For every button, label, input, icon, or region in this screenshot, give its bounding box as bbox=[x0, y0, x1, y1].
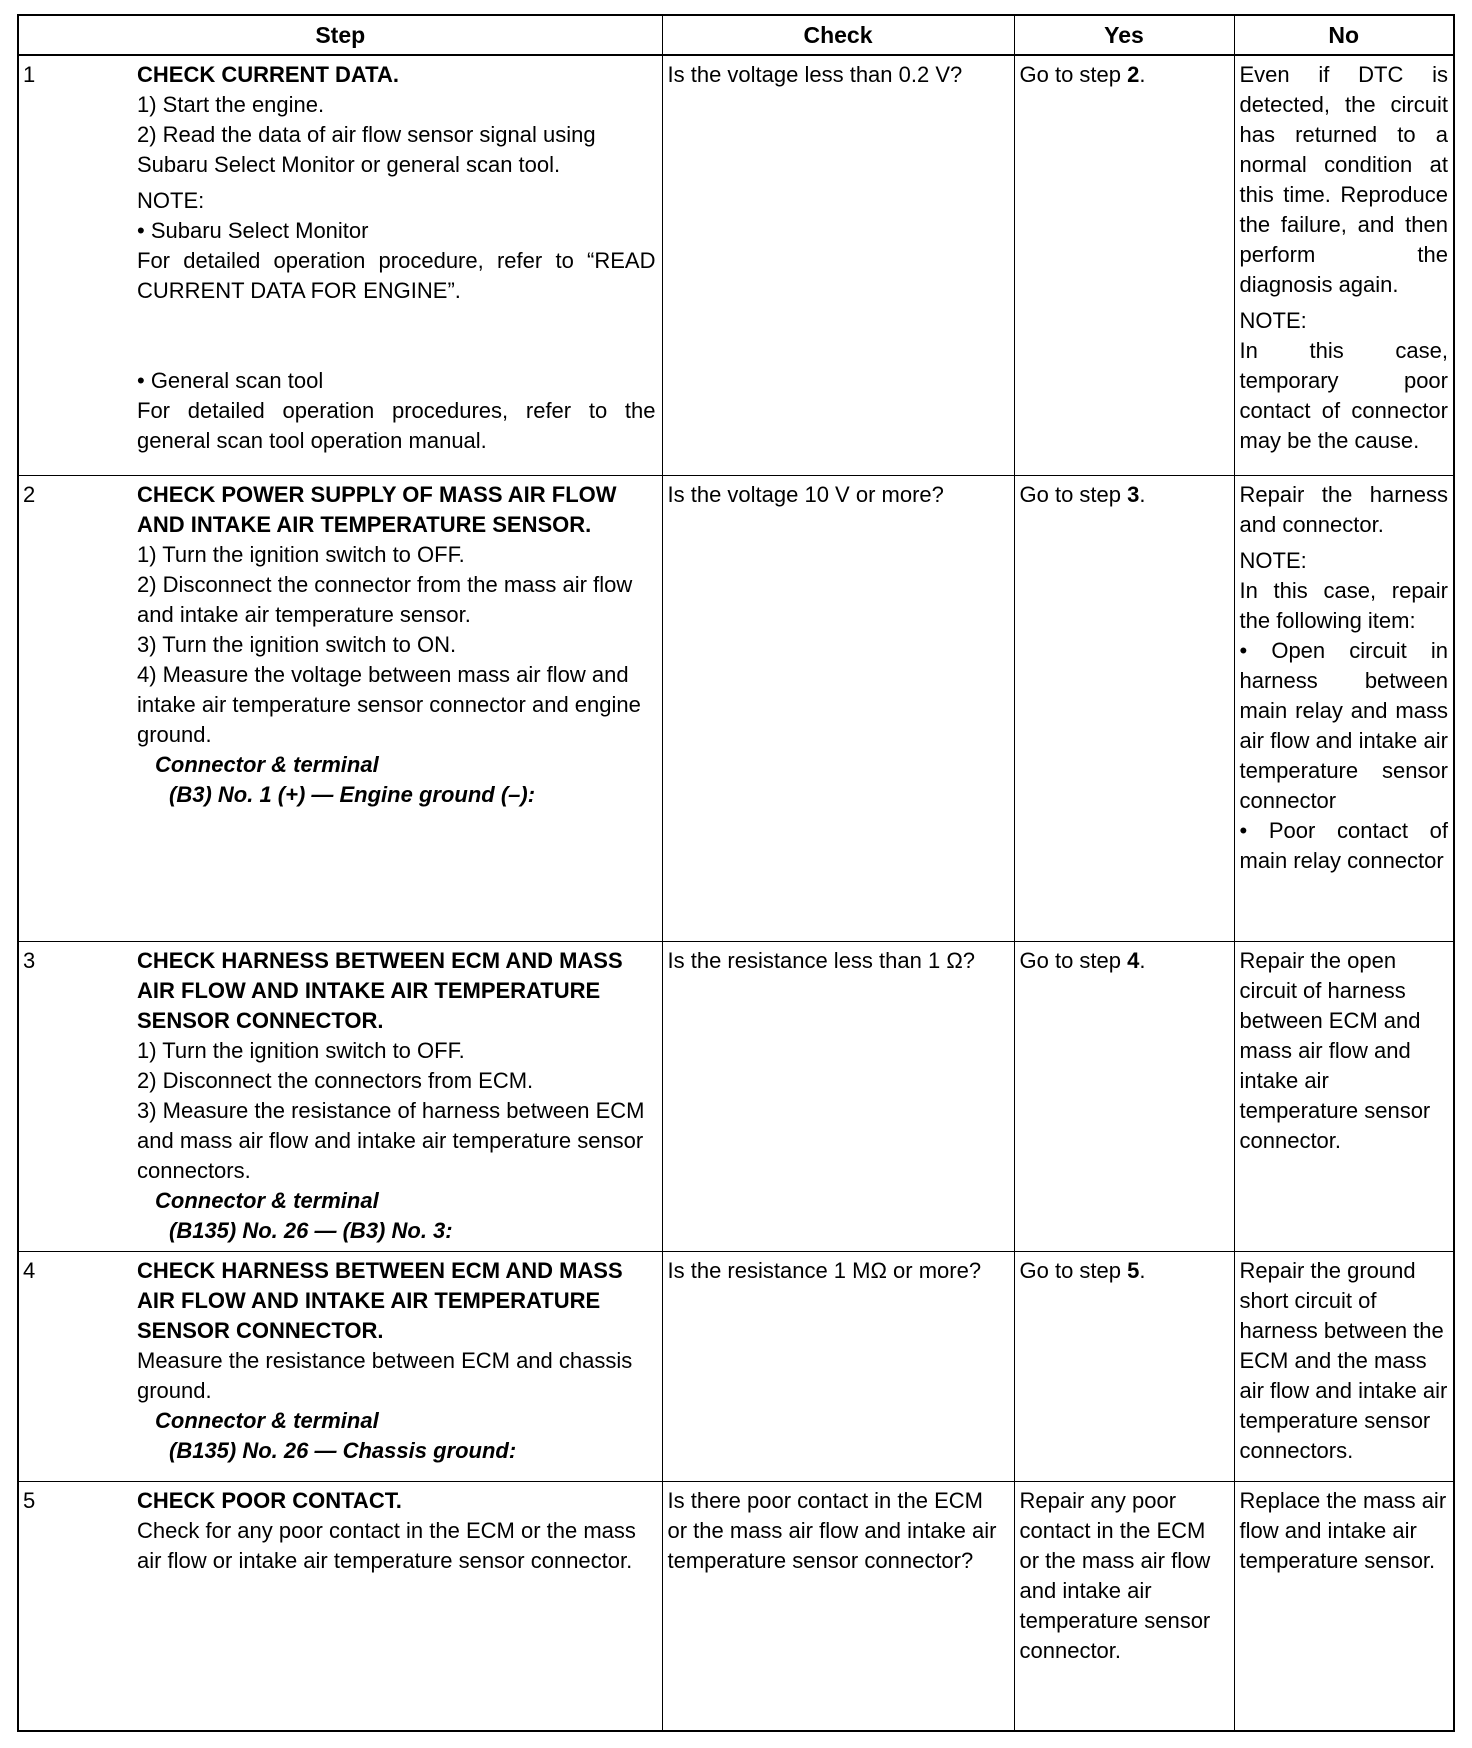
step-number: 3 bbox=[23, 947, 36, 973]
yes-cell bbox=[1014, 475, 1234, 941]
step-cell bbox=[18, 55, 662, 475]
no-cell bbox=[1234, 55, 1454, 475]
step-title: CHECK POOR CONTACT. bbox=[137, 1487, 402, 1513]
no-bullet: • Poor contact of main relay connector bbox=[1239, 817, 1448, 873]
step-number: 4 bbox=[23, 1257, 36, 1283]
no-bullet: • Open circuit in harness between main relay and mass air flow and intake air temperature sensor connector bbox=[1239, 637, 1448, 813]
step-cell bbox=[18, 475, 662, 941]
step-cell bbox=[18, 1251, 662, 1481]
step-line: 4) Measure the voltage between mass air flow and intake air temperature sensor connector and engine ground. bbox=[137, 661, 641, 747]
yes-cell: Repair any poor contact in the ECM or the mass air flow and intake air temperature sensor connector. bbox=[1014, 1481, 1234, 1731]
step-line: 1) Start the engine. bbox=[137, 92, 325, 117]
step-cell bbox=[18, 1481, 662, 1731]
yes-suffix: . bbox=[1139, 62, 1146, 87]
step-number: 1 bbox=[23, 62, 36, 87]
bullet-label: • Subaru Select Monitor bbox=[137, 218, 369, 243]
yes-cell bbox=[1014, 1251, 1234, 1481]
check-cell: Is the voltage 10 V or more? bbox=[662, 475, 1014, 941]
no-cell bbox=[1234, 941, 1454, 1251]
yes-step-link: 5 bbox=[1127, 1257, 1140, 1283]
table-row bbox=[18, 941, 1454, 1251]
no-cell bbox=[1234, 475, 1454, 941]
no-note: In this case, temporary poor contact of connector may be the cause. bbox=[1239, 338, 1448, 453]
no-main: Replace the mass air flow and intake air temperature sensor. bbox=[1239, 1487, 1447, 1573]
bullet-label: • General scan tool bbox=[137, 368, 324, 393]
header-yes: Yes bbox=[1014, 15, 1234, 55]
step-line: 3) Measure the resistance of harness between ECM and mass air flow and intake air temperature sensor connectors. bbox=[137, 1097, 645, 1183]
connector-terminal-value: (B3) No. 1 (+) — Engine ground (–): bbox=[169, 781, 536, 807]
yes-step-link: 4 bbox=[1127, 947, 1140, 973]
connector-terminal-label: Connector & terminal bbox=[155, 1407, 379, 1433]
check-cell: Is the resistance less than 1 Ω? bbox=[662, 941, 1014, 1251]
step-title: CHECK HARNESS BETWEEN ECM AND MASS AIR FLOW AND INTAKE AIR TEMPERATURE SENSOR CONNECTOR. bbox=[137, 1257, 623, 1343]
check-cell: Is the resistance 1 MΩ or more? bbox=[662, 1251, 1014, 1481]
yes-prefix: Go to step bbox=[1019, 62, 1128, 87]
no-main: Even if DTC is detected, the circuit has returned to a normal condition at this time. Reproduce the failure, and then perform the diagnosis again. bbox=[1239, 62, 1448, 297]
no-cell bbox=[1234, 1251, 1454, 1481]
step-line: Check for any poor contact in the ECM or the mass air flow or intake air temperature sensor connector. bbox=[137, 1517, 636, 1573]
no-main: Repair the open circuit of harness between ECM and mass air flow and intake air temperature sensor connector. bbox=[1239, 947, 1431, 1153]
step-line: 3) Turn the ignition switch to ON. bbox=[137, 631, 457, 657]
yes-suffix: . bbox=[1139, 481, 1146, 507]
yes-step-link: 2 bbox=[1127, 62, 1140, 87]
check-cell: Is there poor contact in the ECM or the mass air flow and intake air temperature sensor connector? bbox=[662, 1481, 1014, 1731]
table-row bbox=[18, 55, 1454, 475]
table-row bbox=[18, 1481, 1454, 1731]
step-number: 5 bbox=[23, 1487, 36, 1513]
step-line: 1) Turn the ignition switch to OFF. bbox=[137, 541, 465, 567]
connector-terminal-label: Connector & terminal bbox=[155, 751, 379, 777]
bullet-text: For detailed operation procedure, refer to “READ CURRENT DATA FOR ENGINE”. bbox=[137, 248, 656, 303]
header-row bbox=[18, 15, 1454, 55]
check-cell: Is the voltage less than 0.2 V? bbox=[662, 55, 1014, 475]
yes-step-link: 3 bbox=[1127, 481, 1140, 507]
no-cell bbox=[1234, 1481, 1454, 1731]
step-title: CHECK HARNESS BETWEEN ECM AND MASS AIR FLOW AND INTAKE AIR TEMPERATURE SENSOR CONNECTOR. bbox=[137, 947, 623, 1033]
yes-prefix: Go to step bbox=[1019, 481, 1128, 507]
step-cell bbox=[18, 941, 662, 1251]
bullet-text: For detailed operation procedures, refer to the general scan tool operation manual. bbox=[137, 398, 656, 453]
step-title: CHECK CURRENT DATA. bbox=[137, 62, 399, 87]
header-no: No bbox=[1234, 15, 1454, 55]
connector-terminal-value: (B135) No. 26 — (B3) No. 3: bbox=[169, 1217, 453, 1243]
connector-terminal-label: Connector & terminal bbox=[155, 1187, 379, 1213]
diagnostic-table bbox=[17, 14, 1455, 1732]
no-main: Repair the harness and connector. bbox=[1239, 481, 1448, 537]
no-note-label: NOTE: bbox=[1239, 308, 1307, 333]
step-title: CHECK POWER SUPPLY OF MASS AIR FLOW AND INTAKE AIR TEMPERATURE SENSOR. bbox=[137, 481, 617, 537]
step-line: Measure the resistance between ECM and chassis ground. bbox=[137, 1347, 633, 1403]
no-main: Repair the ground short circuit of harness between the ECM and the mass air flow and intake air temperature sensor connectors. bbox=[1239, 1257, 1448, 1463]
step-line: 2) Disconnect the connectors from ECM. bbox=[137, 1067, 534, 1093]
yes-prefix: Go to step bbox=[1019, 1257, 1128, 1283]
yes-cell bbox=[1014, 941, 1234, 1251]
header-check: Check bbox=[662, 15, 1014, 55]
step-line: 2) Disconnect the connector from the mass air flow and intake air temperature sensor. bbox=[137, 571, 633, 627]
note-label: NOTE: bbox=[137, 188, 205, 213]
no-note: In this case, repair the following item: bbox=[1239, 577, 1448, 633]
table-row bbox=[18, 475, 1454, 941]
no-note-label: NOTE: bbox=[1239, 547, 1307, 573]
step-line: 1) Turn the ignition switch to OFF. bbox=[137, 1037, 465, 1063]
connector-terminal-value: (B135) No. 26 — Chassis ground: bbox=[169, 1437, 517, 1463]
yes-suffix: . bbox=[1139, 947, 1146, 973]
yes-suffix: . bbox=[1139, 1257, 1146, 1283]
header-step: Step bbox=[18, 15, 662, 55]
yes-prefix: Go to step bbox=[1019, 947, 1128, 973]
yes-cell bbox=[1014, 55, 1234, 475]
step-number: 2 bbox=[23, 481, 36, 507]
step-line: 2) Read the data of air flow sensor signal using Subaru Select Monitor or general scan tool. bbox=[137, 122, 596, 177]
table-row bbox=[18, 1251, 1454, 1481]
